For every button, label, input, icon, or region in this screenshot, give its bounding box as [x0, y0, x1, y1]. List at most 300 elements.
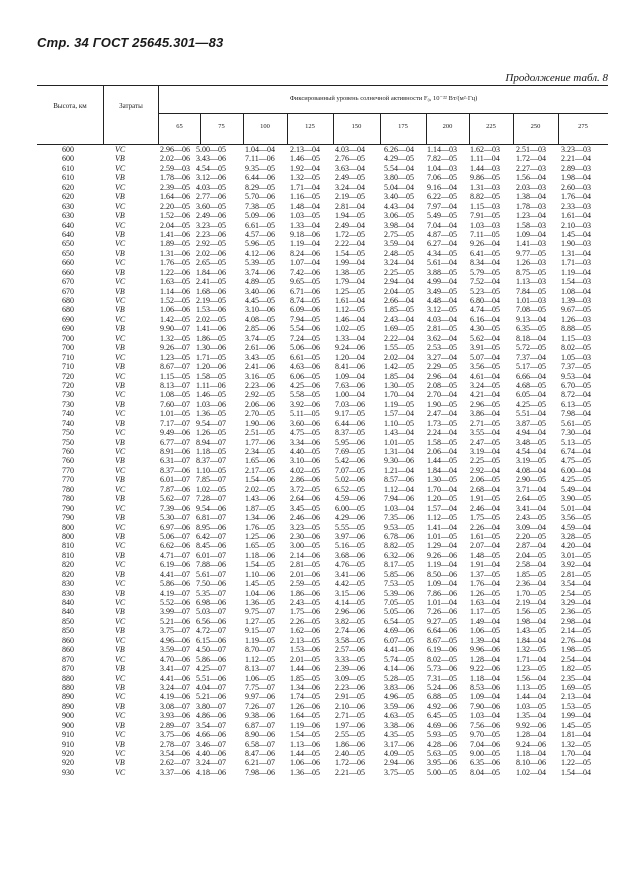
- level-header: 250: [530, 123, 541, 130]
- value-cell: 8.53—06: [470, 682, 500, 692]
- value-cell: 1.91—05: [470, 494, 500, 504]
- height-cell: 700: [62, 333, 74, 343]
- table-row: [0, 683, 629, 692]
- cost-cell: VC: [115, 352, 126, 362]
- cost-cell: VC: [115, 484, 126, 494]
- value-cell: 5.28—05: [384, 673, 414, 683]
- value-cell: 1.98—04: [516, 616, 546, 626]
- value-cell: 7.60—07: [160, 399, 190, 409]
- table-row: [0, 730, 629, 739]
- cost-cell: VC: [115, 145, 126, 154]
- table-header: [37, 85, 608, 145]
- cost-cell: VC: [115, 296, 126, 305]
- table-row: [0, 494, 629, 503]
- value-cell: 3.74—05: [245, 333, 275, 343]
- value-cell: 3.60—06: [290, 418, 320, 428]
- table-row: [0, 711, 629, 720]
- value-cell: 6.97—06: [160, 522, 190, 532]
- value-cell: 3.12—06: [196, 173, 226, 183]
- value-cell: 7.24—05: [290, 333, 320, 343]
- height-cell: 820: [62, 569, 74, 579]
- value-cell: 5.21—06: [160, 616, 190, 626]
- height-cell: 910: [62, 739, 74, 749]
- height-cell: 800: [62, 522, 74, 532]
- value-cell: 4.03—05: [196, 182, 226, 192]
- value-cell: 8.67—07: [160, 362, 190, 372]
- value-cell: 4.21—04: [470, 390, 500, 400]
- table-row: [0, 428, 629, 437]
- value-cell: 2.89—03: [561, 163, 591, 173]
- height-cell: 660: [62, 267, 74, 277]
- table-row: [0, 768, 629, 777]
- value-cell: 3.59—04: [384, 239, 414, 249]
- value-cell: 1.09—04: [335, 371, 365, 381]
- value-cell: 5.85—06: [384, 569, 414, 579]
- value-cell: 5.51—04: [516, 409, 546, 419]
- value-cell: 1.57—04: [384, 409, 414, 419]
- value-cell: 2.47—05: [470, 437, 500, 447]
- cost-cell: VC: [115, 447, 126, 456]
- value-cell: 1.15—03: [561, 333, 591, 343]
- value-cell: 2.23—06: [245, 380, 275, 390]
- table-row: [0, 230, 629, 239]
- value-cell: 1.19—04: [427, 560, 457, 570]
- height-cell: 700: [62, 343, 74, 353]
- table-row: [0, 560, 629, 569]
- value-cell: 3.95—06: [427, 758, 457, 768]
- cost-cell: VC: [115, 673, 126, 683]
- value-cell: 3.93—06: [160, 711, 190, 721]
- value-cell: 6.78—06: [384, 531, 414, 541]
- value-cell: 2.71—05: [335, 711, 365, 721]
- value-cell: 2.47—04: [427, 409, 457, 419]
- level-header: 275: [578, 123, 588, 130]
- value-cell: 2.65—05: [196, 258, 226, 268]
- value-cell: 2.85—06: [245, 324, 275, 334]
- value-cell: 6.74—04: [561, 447, 591, 456]
- height-cell: 680: [62, 296, 74, 305]
- value-cell: 6.01—07: [196, 550, 226, 560]
- value-cell: 6.15—06: [196, 635, 226, 645]
- value-cell: 1.20—06: [196, 362, 226, 372]
- value-cell: 5.61—07: [196, 569, 226, 579]
- value-cell: 5.39—05: [245, 258, 275, 268]
- value-cell: 3.71—04: [516, 484, 546, 494]
- value-cell: 3.23—05: [196, 220, 226, 230]
- table-row: [0, 749, 629, 758]
- value-cell: 8.13—07: [245, 664, 275, 674]
- level-header: 75: [218, 123, 225, 130]
- value-cell: 1.33—04: [335, 333, 365, 343]
- value-cell: 2.20—05: [516, 531, 546, 541]
- value-cell: 1.31—06: [160, 248, 190, 258]
- height-cell: 740: [62, 418, 74, 428]
- value-cell: 5.86—06: [160, 579, 190, 589]
- height-cell: 810: [62, 541, 74, 551]
- height-cell: 600: [62, 154, 74, 164]
- value-cell: 9.54—07: [196, 418, 226, 428]
- value-cell: 1.28—04: [470, 654, 500, 664]
- value-cell: 2.02—06: [196, 248, 226, 258]
- value-cell: 1.22—05: [561, 758, 591, 768]
- value-cell: 3.19—04: [470, 447, 500, 456]
- value-cell: 1.19—05: [245, 635, 275, 645]
- value-cell: 2.22—04: [384, 333, 414, 343]
- value-cell: 4.96—06: [160, 635, 190, 645]
- cost-cell: VC: [115, 314, 126, 324]
- table-row: [0, 315, 629, 324]
- value-cell: 2.55—05: [335, 730, 365, 740]
- cost-cell: VB: [115, 399, 125, 409]
- value-cell: 5.72—05: [516, 343, 546, 353]
- value-cell: 7.39—06: [160, 503, 190, 513]
- table-row: [0, 598, 629, 607]
- value-cell: 1.31—03: [470, 182, 500, 192]
- value-cell: 1.52—06: [160, 211, 190, 221]
- height-cell: 930: [62, 767, 74, 777]
- value-cell: 3.72—05: [290, 484, 320, 494]
- value-cell: 1.23—05: [516, 664, 546, 674]
- value-cell: 9.92—06: [516, 720, 546, 730]
- value-cell: 4.63—05: [384, 711, 414, 721]
- value-cell: 7.94—05: [290, 314, 320, 324]
- value-cell: 1.90—05: [427, 399, 457, 409]
- value-cell: 1.32—05: [561, 739, 591, 749]
- height-cell: 840: [62, 607, 74, 617]
- value-cell: 6.16—04: [470, 314, 500, 324]
- cost-cell: VC: [115, 428, 126, 438]
- value-cell: 9.70—05: [470, 730, 500, 740]
- value-cell: 4.40—05: [290, 447, 320, 456]
- cost-cell: VB: [115, 739, 125, 749]
- value-cell: 1.06—06: [160, 305, 190, 315]
- value-cell: 7.84—05: [516, 286, 546, 296]
- level-header: 225: [486, 123, 496, 130]
- height-cell: 850: [62, 626, 74, 636]
- value-cell: 3.24—07: [160, 682, 190, 692]
- value-cell: 1.61—05: [470, 531, 500, 541]
- value-cell: 5.61—04: [427, 258, 457, 268]
- cost-cell: VB: [115, 173, 125, 183]
- value-cell: 5.70—06: [245, 192, 275, 202]
- value-cell: 1.78—06: [160, 173, 190, 183]
- value-cell: 5.55—05: [335, 522, 365, 532]
- height-cell: 600: [62, 145, 74, 154]
- cost-cell: VB: [115, 513, 125, 523]
- value-cell: 9.65—05: [290, 277, 320, 287]
- value-cell: 4.86—06: [196, 711, 226, 721]
- value-cell: 1.85—05: [384, 305, 414, 315]
- value-cell: 8.82—05: [384, 541, 414, 551]
- table-row: [0, 183, 629, 192]
- value-cell: 4.61—04: [470, 371, 500, 381]
- value-cell: 2.24—04: [427, 428, 457, 438]
- value-cell: 1.70—04: [384, 390, 414, 400]
- cost-cell: VB: [115, 456, 125, 466]
- value-cell: 9.00—05: [470, 749, 500, 758]
- table-row: [0, 239, 629, 248]
- value-cell: 2.01—06: [290, 569, 320, 579]
- height-cell: 800: [62, 531, 74, 541]
- value-cell: 1.53—06: [290, 645, 320, 655]
- value-cell: 4.54—04: [516, 447, 546, 456]
- value-cell: 9.24—06: [516, 739, 546, 749]
- value-cell: 2.77—06: [196, 192, 226, 202]
- table-row: [0, 372, 629, 381]
- value-cell: 1.38—04: [516, 192, 546, 202]
- value-cell: 1.25—05: [335, 286, 365, 296]
- value-cell: 4.14—05: [335, 598, 365, 607]
- height-cell: 920: [62, 749, 74, 758]
- table-row: [0, 164, 629, 173]
- height-cell: 750: [62, 437, 74, 447]
- cost-cell: VB: [115, 418, 125, 428]
- value-cell: 3.54—04: [561, 579, 591, 589]
- value-cell: 5.42—06: [335, 456, 365, 466]
- header-divider: [158, 113, 608, 114]
- value-cell: 2.10—06: [335, 701, 365, 711]
- table-row: [0, 702, 629, 711]
- value-cell: 6.35—06: [470, 758, 500, 768]
- table-row: [0, 607, 629, 616]
- height-cell: 830: [62, 579, 74, 589]
- value-cell: 6.19—06: [160, 560, 190, 570]
- value-cell: 2.22—04: [335, 239, 365, 249]
- table-row: [0, 221, 629, 230]
- value-cell: 6.31—07: [160, 456, 190, 466]
- value-cell: 8.94—07: [196, 437, 226, 447]
- value-cell: 8.13—07: [160, 380, 190, 390]
- table-row: [0, 334, 629, 343]
- height-cell: 830: [62, 588, 74, 598]
- value-cell: 3.24—05: [470, 380, 500, 390]
- value-cell: 2.19—05: [196, 296, 226, 305]
- table-row: [0, 674, 629, 683]
- value-cell: 2.59—03: [160, 163, 190, 173]
- value-cell: 1.14—03: [427, 145, 457, 154]
- table-row: [0, 655, 629, 664]
- height-cell: 610: [62, 173, 74, 183]
- value-cell: 2.33—03: [561, 201, 591, 211]
- value-cell: 5.09—06: [245, 211, 275, 221]
- value-cell: 2.89—07: [160, 720, 190, 730]
- cost-cell: VC: [115, 409, 126, 419]
- value-cell: 9.53—04: [561, 371, 591, 381]
- cost-cell: VC: [115, 371, 126, 381]
- value-cell: 1.11—06: [196, 380, 226, 390]
- height-cell: 750: [62, 428, 74, 438]
- value-cell: 4.41—06: [384, 645, 414, 655]
- value-cell: 5.03—07: [196, 607, 226, 617]
- value-cell: 9.97—06: [245, 692, 275, 702]
- value-cell: 1.01—04: [427, 598, 457, 607]
- value-cell: 3.43—05: [245, 352, 275, 362]
- value-cell: 1.85—05: [516, 569, 546, 579]
- cost-cell: VC: [115, 654, 126, 664]
- value-cell: 9.13—04: [516, 314, 546, 324]
- value-cell: 1.90—06: [245, 418, 275, 428]
- table-row: [0, 277, 629, 286]
- value-cell: 7.37—05: [561, 362, 591, 372]
- table-row: [0, 409, 629, 418]
- value-cell: 1.98—04: [561, 173, 591, 183]
- value-cell: 3.86—04: [470, 409, 500, 419]
- value-cell: 1.70—05: [516, 588, 546, 598]
- value-cell: 7.98—06: [245, 767, 275, 777]
- value-cell: 2.61—06: [245, 343, 275, 353]
- value-cell: 1.69—05: [384, 324, 414, 334]
- value-cell: 2.19—05: [335, 192, 365, 202]
- value-cell: 2.29—05: [427, 362, 457, 372]
- value-cell: 2.60—03: [561, 182, 591, 192]
- table-row: [0, 626, 629, 635]
- value-cell: 1.76—05: [245, 522, 275, 532]
- value-cell: 4.25—05: [561, 475, 591, 485]
- solar-activity-header: Фиксированный уровень солнечной активности F₀, 10⁻²² Вт/(м²·Гц): [289, 95, 478, 102]
- value-cell: 1.02—05: [196, 484, 226, 494]
- value-cell: 3.43—06: [196, 154, 226, 164]
- value-cell: 1.48—05: [470, 550, 500, 560]
- value-cell: 2.01—05: [290, 654, 320, 664]
- level-header: 150: [351, 123, 362, 130]
- height-cell: 900: [62, 720, 74, 730]
- value-cell: 2.46—06: [290, 513, 320, 523]
- value-cell: 4.19—06: [160, 692, 190, 702]
- value-cell: 7.50—06: [196, 579, 226, 589]
- value-cell: 1.46—05: [290, 154, 320, 164]
- cost-cell: VC: [115, 616, 126, 626]
- value-cell: 4.70—06: [160, 654, 190, 664]
- value-cell: 1.22—06: [160, 267, 190, 277]
- value-cell: 4.68—05: [516, 380, 546, 390]
- value-cell: 2.96—06: [160, 145, 190, 154]
- cost-cell: VB: [115, 550, 125, 560]
- value-cell: 2.25—05: [384, 267, 414, 277]
- value-cell: 2.81—05: [427, 324, 457, 334]
- table-row: [0, 192, 629, 201]
- value-cell: 1.09—04: [470, 692, 500, 702]
- value-cell: 4.75—05: [290, 428, 320, 438]
- value-cell: 2.53—05: [427, 343, 457, 353]
- value-cell: 3.75—07: [160, 626, 190, 636]
- value-cell: 8.75—05: [516, 267, 546, 277]
- value-cell: 3.06—05: [384, 211, 414, 221]
- table-row: [0, 721, 629, 730]
- value-cell: 9.35—05: [245, 163, 275, 173]
- value-cell: 8.41—06: [335, 362, 365, 372]
- value-cell: 1.09—04: [427, 579, 457, 589]
- value-cell: 6.56—06: [196, 616, 226, 626]
- value-cell: 1.25—06: [245, 531, 275, 541]
- value-cell: 5.79—05: [470, 267, 500, 277]
- value-cell: 3.23—05: [290, 522, 320, 532]
- value-cell: 1.41—06: [196, 324, 226, 334]
- cost-cell: VB: [115, 475, 125, 485]
- value-cell: 5.17—05: [516, 362, 546, 372]
- value-cell: 1.42—05: [160, 314, 190, 324]
- value-cell: 1.30—06: [196, 343, 226, 353]
- value-cell: 1.89—05: [160, 239, 190, 249]
- value-cell: 1.62—03: [470, 145, 500, 154]
- table-row: [0, 353, 629, 362]
- value-cell: 6.05—04: [516, 390, 546, 400]
- value-cell: 1.10—05: [196, 465, 226, 475]
- value-cell: 2.04—05: [160, 220, 190, 230]
- value-cell: 3.00—05: [290, 541, 320, 551]
- value-cell: 1.55—05: [384, 343, 414, 353]
- value-cell: 4.03—04: [335, 145, 365, 154]
- value-cell: 2.87—04: [516, 541, 546, 551]
- value-cell: 8.29—05: [245, 182, 275, 192]
- value-cell: 1.52—05: [160, 296, 190, 305]
- value-cell: 5.93—05: [427, 730, 457, 740]
- value-cell: 1.99—04: [335, 258, 365, 268]
- value-cell: 1.70—04: [427, 484, 457, 494]
- height-cell: 920: [62, 758, 74, 768]
- cost-cell: VB: [115, 324, 125, 334]
- value-cell: 3.17—06: [384, 739, 414, 749]
- value-cell: 5.06—06: [290, 343, 320, 353]
- value-cell: 1.38—05: [335, 267, 365, 277]
- value-cell: 5.73—06: [427, 664, 457, 674]
- value-cell: 1.58—05: [196, 371, 226, 381]
- value-cell: 9.22—06: [470, 664, 500, 674]
- value-cell: 3.10—06: [245, 305, 275, 315]
- cost-cell: VC: [115, 239, 126, 249]
- value-cell: 1.58—03: [516, 220, 546, 230]
- value-cell: 1.15—03: [470, 201, 500, 211]
- value-cell: 9.90—07: [160, 324, 190, 334]
- value-cell: 4.08—05: [245, 314, 275, 324]
- value-cell: 1.03—03: [470, 220, 500, 230]
- value-cell: 8.34—04: [470, 258, 500, 268]
- height-cell: 730: [62, 390, 74, 400]
- value-cell: 1.44—04: [516, 692, 546, 702]
- table-row: [0, 504, 629, 513]
- value-cell: 3.80—07: [196, 701, 226, 711]
- value-cell: 6.71—06: [290, 286, 320, 296]
- value-cell: 1.65—06: [245, 456, 275, 466]
- value-cell: 9.26—04: [470, 239, 500, 249]
- value-cell: 5.00—05: [196, 145, 226, 154]
- value-cell: 8.45—06: [196, 541, 226, 551]
- value-cell: 4.25—05: [516, 399, 546, 409]
- value-cell: 9.54—06: [196, 503, 226, 513]
- cost-cell: VB: [115, 267, 125, 277]
- value-cell: 4.30—05: [470, 324, 500, 334]
- value-cell: 1.23—04: [516, 211, 546, 221]
- table-row: [0, 400, 629, 409]
- value-cell: 7.90—06: [470, 701, 500, 711]
- value-cell: 1.41—04: [427, 522, 457, 532]
- value-cell: 1.31—04: [384, 447, 414, 456]
- value-cell: 7.63—06: [335, 380, 365, 390]
- value-cell: 2.75—05: [384, 229, 414, 239]
- table-row: [0, 523, 629, 532]
- value-cell: 1.18—05: [196, 447, 226, 456]
- value-cell: 2.41—05: [196, 277, 226, 287]
- value-cell: 3.56—05: [470, 362, 500, 372]
- table-row: [0, 305, 629, 314]
- value-cell: 5.30—07: [160, 513, 190, 523]
- value-cell: 1.43—04: [384, 428, 414, 438]
- cost-cell: VC: [115, 749, 126, 758]
- value-cell: 1.36—05: [290, 767, 320, 777]
- value-cell: 8.67—05: [427, 635, 457, 645]
- cost-cell: VC: [115, 201, 126, 211]
- level-header: 175: [398, 123, 408, 130]
- value-cell: 2.07—04: [470, 541, 500, 551]
